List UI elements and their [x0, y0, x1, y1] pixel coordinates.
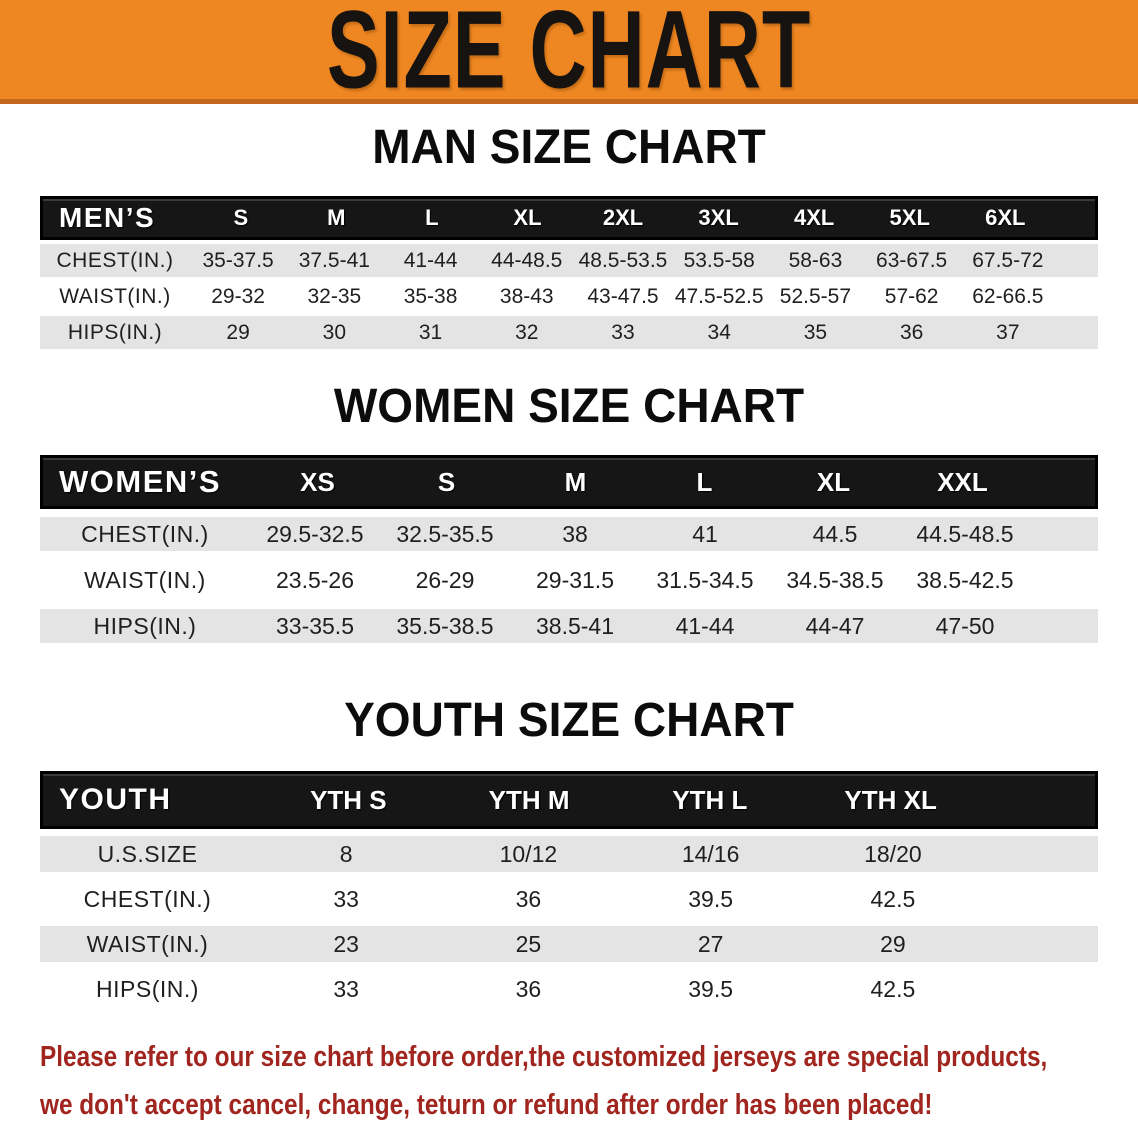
- disclaimer-line2: we don't accept cancel, change, teturn or refund after order has been placed!: [40, 1089, 933, 1121]
- cell-value: 41-44: [403, 248, 458, 272]
- youth-table-header: [40, 771, 1098, 829]
- column-header: 6XL: [985, 205, 1026, 230]
- column-header: 3XL: [698, 205, 739, 230]
- cell-value: 29: [880, 930, 906, 957]
- table-row: [40, 517, 1098, 551]
- cell-value: 29: [226, 320, 250, 344]
- column-header: S: [437, 466, 456, 497]
- table-row: [40, 609, 1098, 643]
- table-header-label: WOMEN’S: [59, 464, 222, 499]
- cell-value: 36: [515, 885, 542, 912]
- men-section: [0, 120, 1138, 349]
- row-label: WAIST(IN.): [84, 566, 206, 593]
- column-header: L: [425, 205, 439, 230]
- column-header: XL: [816, 466, 851, 497]
- cell-value: 37: [996, 320, 1020, 344]
- cell-value: 44.5-48.5: [916, 520, 1014, 547]
- cell-value: 23: [333, 930, 359, 957]
- cell-value: 35.5-38.5: [396, 612, 494, 639]
- cell-value: 14/16: [681, 840, 740, 867]
- column-header: XXL: [937, 466, 988, 497]
- cell-value: 41-44: [675, 612, 735, 639]
- table-row: [40, 971, 1098, 1007]
- cell-value: 53.5-58: [683, 248, 755, 272]
- cell-value: 57-62: [884, 284, 939, 308]
- women-section-heading: [0, 379, 1138, 431]
- table-row: [40, 836, 1098, 872]
- row-label: CHEST(IN.): [83, 885, 212, 912]
- row-label: CHEST(IN.): [56, 248, 174, 272]
- column-header: YTH M: [488, 784, 570, 815]
- cell-value: 35-38: [403, 284, 458, 308]
- column-header: XS: [300, 466, 335, 497]
- womens-table-body: [40, 517, 1098, 643]
- youth-section: [0, 693, 1138, 1007]
- cell-value: 34.5-38.5: [786, 566, 884, 593]
- youth-section-heading: [0, 693, 1138, 745]
- disclaimer-line1: Please refer to our size chart before order,the customized jerseys are special products,: [40, 1041, 1048, 1073]
- cell-value: 41: [692, 520, 718, 547]
- youth-table-body: [40, 836, 1098, 1007]
- table-row: [40, 316, 1098, 349]
- row-label: HIPS(IN.): [93, 612, 197, 639]
- cell-value: 32.5-35.5: [396, 520, 494, 547]
- cell-value: 26-29: [415, 566, 475, 593]
- cell-value: 38.5-42.5: [916, 566, 1014, 593]
- column-header: YTH L: [672, 784, 748, 815]
- cell-value: 29-32: [211, 284, 265, 308]
- youth-heading-text: YOUTH SIZE CHART: [344, 691, 794, 747]
- table-row: [40, 926, 1098, 962]
- cell-value: 33-35.5: [275, 612, 354, 639]
- cell-value: 33: [333, 885, 359, 912]
- cell-value: 36: [515, 975, 542, 1002]
- cell-value: 62-66.5: [972, 284, 1044, 308]
- cell-value: 38: [562, 520, 588, 547]
- cell-value: 52.5-57: [779, 284, 852, 308]
- cell-value: 27: [697, 930, 724, 957]
- cell-value: 42.5: [870, 975, 916, 1002]
- cell-value: 47-50: [935, 612, 995, 639]
- column-header: M: [564, 466, 587, 497]
- row-label: CHEST(IN.): [81, 520, 209, 547]
- cell-value: 31: [418, 320, 443, 344]
- cell-value: 8: [339, 840, 353, 867]
- cell-value: 25: [515, 930, 542, 957]
- column-header: 4XL: [793, 205, 835, 230]
- row-label: U.S.SIZE: [97, 840, 198, 867]
- youth-size-table: [40, 771, 1098, 1007]
- table-row: [40, 280, 1098, 313]
- womens-table-header: [40, 455, 1098, 509]
- cell-value: 34: [707, 320, 731, 344]
- cell-value: 35: [803, 320, 828, 344]
- column-header: 5XL: [889, 205, 930, 230]
- cell-value: 39.5: [688, 975, 733, 1002]
- cell-value: 33: [333, 975, 359, 1002]
- column-header: M: [327, 205, 346, 230]
- women-heading-text: WOMEN SIZE CHART: [333, 377, 805, 433]
- cell-value: 23.5-26: [275, 566, 354, 593]
- cell-value: 33: [611, 320, 635, 344]
- cell-value: 29.5-32.5: [266, 520, 364, 547]
- cell-value: 35-37.5: [202, 248, 274, 272]
- cell-value: 32: [515, 320, 539, 344]
- column-header: 2XL: [602, 205, 644, 230]
- cell-value: 44-48.5: [491, 248, 563, 272]
- table-row: [40, 244, 1098, 277]
- cell-value: 32-35: [307, 284, 362, 308]
- cell-value: 47.5-52.5: [674, 284, 764, 308]
- row-label: HIPS(IN.): [67, 320, 163, 344]
- womens-size-table: [40, 455, 1098, 643]
- disclaimer: [0, 1033, 1138, 1129]
- women-section: [0, 379, 1138, 643]
- cell-value: 43-47.5: [587, 284, 659, 308]
- column-header: YTH XL: [844, 784, 937, 815]
- cell-value: 18/20: [864, 840, 922, 867]
- table-header-label: MEN’S: [59, 202, 156, 233]
- row-label: WAIST(IN.): [86, 930, 209, 957]
- table-row: [40, 563, 1098, 597]
- column-header: YTH S: [310, 784, 387, 815]
- column-header: L: [696, 466, 713, 497]
- cell-value: 63-67.5: [876, 248, 948, 272]
- column-header: XL: [513, 205, 542, 230]
- cell-value: 37.5-41: [298, 248, 370, 272]
- cell-value: 44.5: [812, 520, 858, 547]
- cell-value: 29-31.5: [535, 566, 614, 593]
- cell-value: 30: [322, 320, 346, 344]
- row-label: WAIST(IN.): [59, 284, 171, 308]
- column-header: S: [233, 205, 249, 230]
- cell-value: 38.5-41: [535, 612, 614, 639]
- man-heading-text: MAN SIZE CHART: [372, 118, 766, 174]
- mens-table-header: [40, 196, 1098, 240]
- table-row: [40, 881, 1098, 917]
- cell-value: 39.5: [688, 885, 733, 912]
- size-chart-banner: [0, 0, 1138, 111]
- cell-value: 31.5-34.5: [656, 566, 754, 593]
- banner-title: SIZE CHART: [326, 0, 812, 111]
- mens-table-body: [40, 244, 1098, 349]
- cell-value: 36: [899, 320, 924, 344]
- cell-value: 42.5: [870, 885, 916, 912]
- cell-value: 10/12: [499, 840, 558, 867]
- table-header-label: YOUTH: [59, 783, 172, 816]
- row-label: HIPS(IN.): [96, 975, 199, 1002]
- man-section-heading: [0, 120, 1138, 172]
- cell-value: 44-47: [805, 612, 865, 639]
- cell-value: 67.5-72: [972, 248, 1044, 272]
- cell-value: 58-63: [788, 248, 843, 272]
- mens-size-table: [40, 196, 1098, 349]
- cell-value: 38-43: [499, 284, 554, 308]
- cell-value: 48.5-53.5: [578, 248, 668, 272]
